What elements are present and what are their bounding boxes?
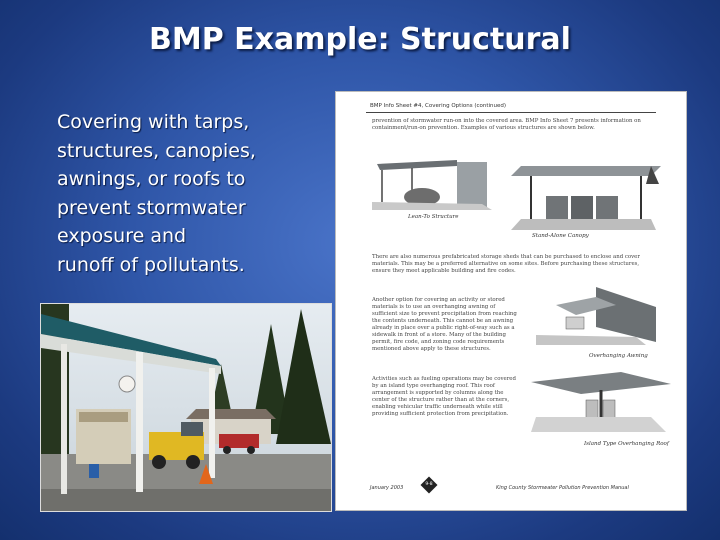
canopy-photo	[40, 303, 332, 512]
page-number-badge	[421, 477, 438, 494]
slide-body-text	[57, 108, 307, 279]
awning-paragraph: Another option for covering an activity or stored materials is to use an overhanging awning of sufficient size to prevent precipitation from reaching the contents underneath. This cannot be an awning already in place over a public right-of-way such as a sidewalk in front of a store. Many of the building permit, fire code, and zoning code requirements mentioned above apply to these structures.	[372, 297, 517, 352]
prefab-paragraph: There are also numerous prefabricated storage sheds that can be purchased to enclose and cover materials. This may be a preferred alternative on some sites. Before purchasing these structures, ensure they meet applicable building and fire codes.	[372, 254, 640, 274]
intro-paragraph: prevention of stormwater run-on into the covered area. BMP Info Sheet 7 presents information on containment/run-on prevention. Examples of various structures are shown below.	[372, 118, 641, 131]
body-line: exposure and	[57, 225, 187, 247]
body-line: Covering with tarps,	[57, 111, 250, 133]
page-number: 9-8	[425, 482, 433, 487]
body-line: structures, canopies,	[57, 139, 256, 162]
body-line: runoff of pollutants.	[57, 253, 245, 276]
awning-illustration	[536, 287, 666, 347]
footer-date: January 2003	[370, 485, 404, 491]
sheet-header: BMP Info Sheet #4, Covering Options (continued)	[370, 103, 507, 109]
caption-island: Island Type Overhanging Roof	[584, 441, 669, 447]
info-sheet-page	[335, 91, 687, 511]
caption-stand-alone: Stand-Alone Canopy	[532, 233, 589, 239]
island-paragraph: Activities such as fueling operations may be covered by an island type overhanging roof. This roof arrangement is supported by columns along the center of the structure rather than at the corners, enabling vehicular traffic underneath while still providing sufficient protection from precipitation.	[372, 376, 516, 417]
lean-to-illustration	[372, 152, 492, 212]
canopy-photo-illustration	[41, 304, 331, 511]
body-line: prevent stormwater	[57, 196, 246, 219]
caption-lean-to: Lean-To Structure	[408, 214, 459, 220]
island-roof-illustration	[531, 372, 671, 437]
body-line: awnings, or roofs to	[57, 168, 246, 190]
header-divider	[366, 112, 656, 113]
footer-manual-title: King County Stormwater Pollution Prevention Manual	[496, 485, 629, 491]
slide-title: BMP Example: Structural	[149, 22, 571, 57]
caption-overhanging: Overhanging Awning	[589, 353, 648, 359]
stand-alone-canopy-illustration	[511, 164, 661, 232]
